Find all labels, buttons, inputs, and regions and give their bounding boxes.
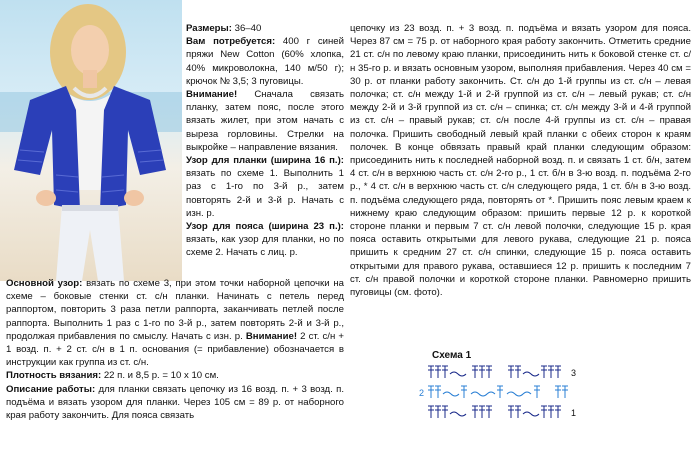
attention-paragraph — [186, 88, 344, 154]
placket-pattern-text: вязать по схеме 1. Выполнить 1 раз с 1-го по 3-й р., затем повторять 2-й и 3-й р. Начать с изн. р. — [186, 168, 344, 219]
main-pattern-label: Основной узор: — [6, 278, 83, 289]
main-pattern-paragraph — [6, 277, 344, 369]
attention-text: Сначала связать планку, затем пояс, после этого вязать жилет, при этом начать с выреза горловины. Стрелки на выкройке – направление вязания. — [186, 89, 344, 153]
attention-label: Внимание! — [186, 89, 238, 101]
sizes-paragraph — [186, 22, 344, 35]
placket-pattern-paragraph — [186, 154, 344, 220]
woman-in-cardigan-illustration — [0, 0, 182, 281]
row-label-1: 1 — [571, 408, 577, 418]
main-pattern-text: вязать по схеме 3, при этом точки наборной цепочки на схеме – боковые стенки ст. с/н планки. Начинать с петель перед раппортом, повторить 3 раза петли раппорта, заканчивать петлей после раппорта. Выполнить 1 раз с 1-го по 3-й р., затем повторять 2-й и 3-й р., продолжая прибавления по смыслу. Начать с изн. р. — [6, 278, 344, 342]
intro-column — [186, 22, 344, 260]
main-column — [6, 277, 344, 422]
belt-pattern-text: вязать, как узор для планки, но по схеме 2. Начать с лиц. р. — [186, 234, 344, 259]
materials-paragraph — [186, 35, 344, 88]
product-photo — [0, 0, 182, 281]
scheme-row-3 — [428, 366, 561, 378]
gauge-text: 22 п. и 8,5 р. = 10 х 10 см. — [101, 370, 219, 382]
materials-label: Вам потребуется: — [186, 36, 276, 48]
row-label-3: 3 — [571, 368, 577, 378]
materials-text: 400 г синей пряжи New Cotton (60% хлопка, 40% микроволокна, 140 м/50 г); крючок № 3,5; 3 пуговицы. — [186, 36, 344, 87]
main-attention-label: Внимание! — [245, 330, 298, 342]
placket-pattern-label: Узор для планки (ширина 16 п.): — [186, 155, 344, 167]
continuation-column — [350, 22, 691, 299]
continuation-text: цепочку из 23 возд. п. + 3 возд. п. подъёма и вязать узором для пояса. Через 87 см = 75 р. от наборного края работу закончить. Отметить средние 21 ст. с/н по левому краю планки, присоединить нить к боковой стенке ст. с/н 35-го р. и вязать основным узором, выполняя прибавления. Через 40 см = 30 р. от планки работу закончить. Ст. с/н до 1-й группы из ст. с/н – левая полочка; ст. с/н между 1-й и 2-й группой из ст. с/н – левый рукав; ст. с/н между 2-й и 3-й группой из ст. с/н – спинка; ст. с/н между 3-й и 4-й группой из ст. с/н – правый рукав; ст. с/н после 4-й группы из ст. с/н – правая полочка. Пришить свободный левый край планки с обеих сторон к краям полочек. В конце обвязать правый край планки следующим образом: присоединить нить к последней наборной возд. п. и связать 1 ст. б/н, затем 4 ст. с/н в верхнюю часть ст. с/н 2-го р., 1 ст. б/н в 3-ю возд. п. подъёма 2-го р., * 4 ст. с/н в верхнюю часть ст. с/н следующего ряда, 1 ст. б/н в 3-ю возд. п. подъёма следующего ряда, повторять от *. Пришить пояс левым краем к нижнему краю следующим образом: пришить первые 12 р. к короткой стороне планки и первым 7 ст. с/н левой полочки, следующие 15 р. края пояса оставить открытыми для левого рукава, следующие 21 р. пояса пришить к средним 27 ст. с/н спинки, следующие 15 р. пояса оставить открытыми для правого рукава, оставшиеся 12 р. пришить к последним 7 ст. с/н правой полочки и короткой стороне планки. Равномерно пришить пуговицы (см. фото). — [350, 23, 691, 299]
crochet-scheme-diagram — [419, 362, 589, 422]
instructions-paragraph — [6, 383, 344, 423]
instructions-label: Описание работы: — [6, 383, 96, 395]
gauge-label: Плотность вязания: — [6, 370, 102, 382]
main-attention-text: 2 ст. с/н + 1 возд. п. + 2 ст. с/н в 1 п. основания (= прибавление) обозначается в инструкции как группа из ст. с/н. — [6, 330, 344, 369]
scheme-title: Схема 1 — [432, 350, 472, 361]
belt-pattern-paragraph — [186, 220, 344, 260]
sizes-value: 36–40 — [231, 23, 262, 34]
scheme-row-2 — [428, 386, 568, 398]
row-label-2: 2 — [419, 388, 425, 398]
belt-pattern-label: Узор для пояса (ширина 23 п.): — [186, 221, 344, 233]
scheme-row-1 — [428, 406, 561, 418]
sizes-label: Размеры: — [186, 23, 232, 34]
gauge-paragraph — [6, 369, 344, 382]
instructions-text: для планки связать цепочку из 16 возд. п. + 3 возд. п. подъёма и вязать узором для планки. Через 105 см = 89 р. от наборного края работу закончить. Для пояса связать — [6, 383, 344, 422]
